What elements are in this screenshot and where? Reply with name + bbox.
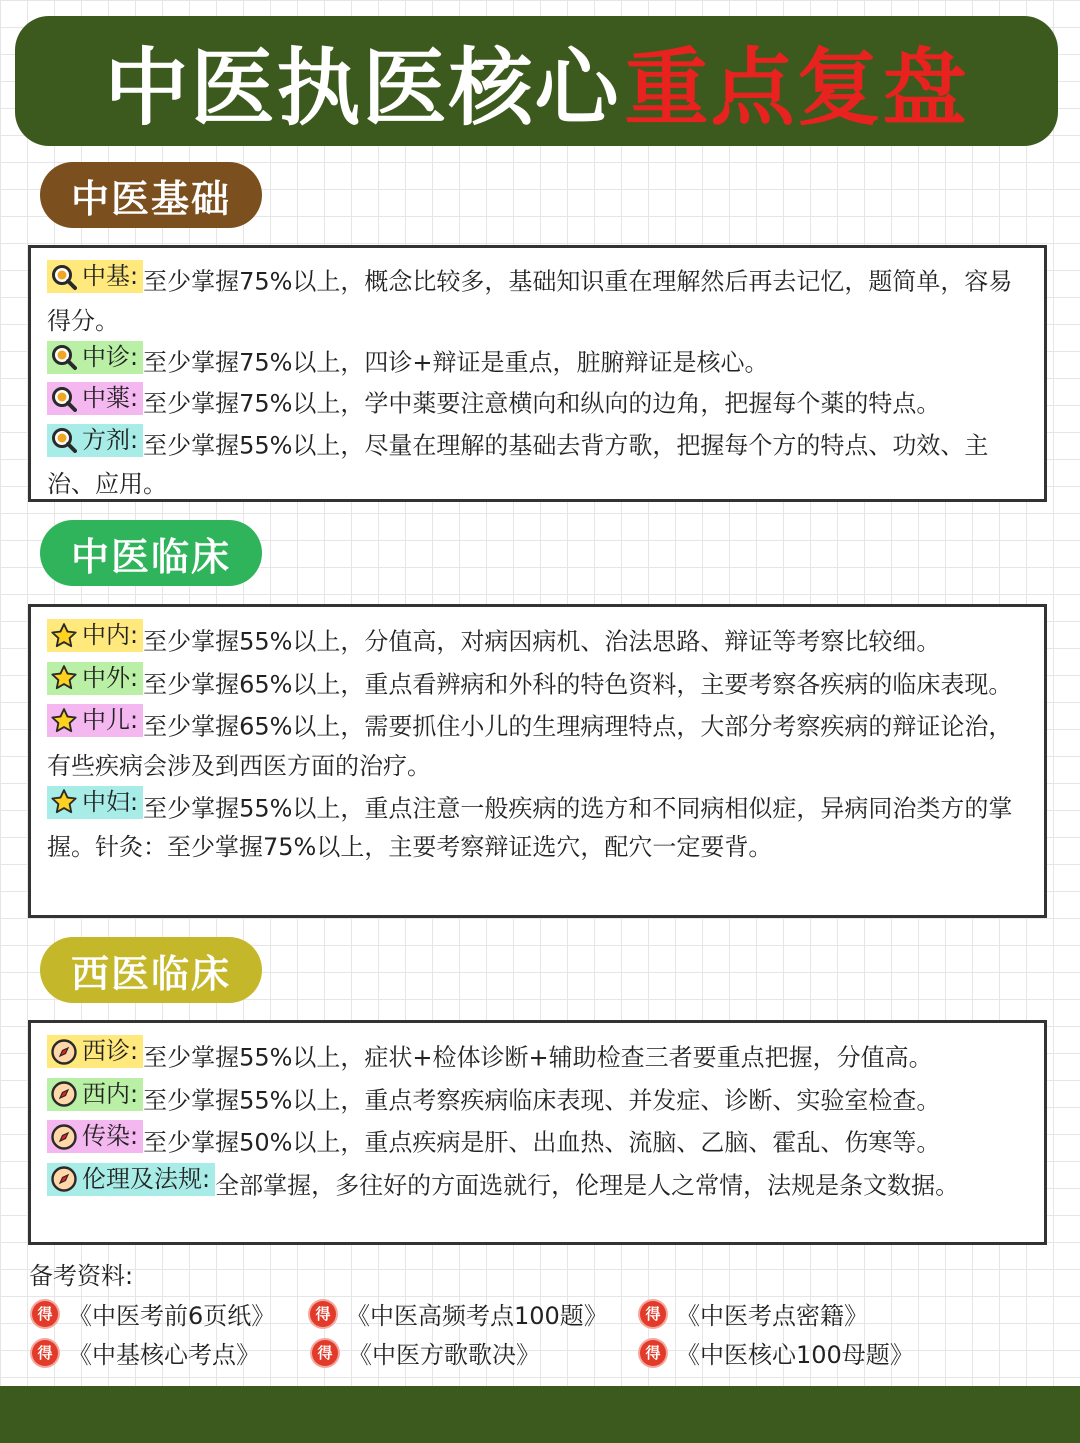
- item-row: [47, 1035, 1030, 1078]
- award-badge-icon: 得: [312, 1340, 338, 1366]
- item-label: 中基:: [82, 262, 139, 290]
- reference-title: 《中医考前6页纸》: [68, 1302, 276, 1330]
- reference-title: 《中基核心考点》: [68, 1341, 260, 1369]
- item-text: 至少掌握65%以上，需要抓住小儿的生理病理特点，大部分考察疾病的辩证论治，有些疾病会涉及到西医方面的治疗。: [47, 712, 1013, 780]
- item-tag: [47, 1035, 143, 1068]
- item-text: 至少掌握65%以上，重点看辨病和外科的特色资料，主要考察各疾病的临床表现。: [143, 670, 1013, 698]
- item-label: 西诊:: [82, 1037, 139, 1065]
- item-text: 至少掌握55%以上，分值高，对病因病机、治法思路、辩证等考察比较细。: [143, 627, 941, 656]
- item-label: 中内:: [82, 621, 139, 649]
- item-row: [47, 704, 1030, 786]
- magnifier-icon: [49, 425, 79, 455]
- item-text: 至少掌握75%以上，概念比较多，基础知识重在理解然后再去记忆，题简单，容易得分。: [47, 267, 1013, 335]
- footer-bar: [0, 1386, 1080, 1443]
- item-label: 中薬:: [82, 384, 139, 412]
- section-box-western-clinical: [28, 1020, 1047, 1245]
- title-main: 中医执医核心: [104, 38, 621, 137]
- reference-item: [32, 1296, 275, 1331]
- item-row: [47, 382, 1030, 424]
- item-text: 至少掌握75%以上，学中薬要注意横向和纵向的边角，把握每个薬的特点。: [143, 389, 941, 418]
- magnifier-icon: [49, 384, 79, 414]
- section-box-tcm-clinical: [28, 604, 1047, 918]
- reference-title: 《中医核心100母题》: [676, 1341, 914, 1369]
- reference-item: [310, 1296, 608, 1331]
- award-badge-icon: 得: [640, 1340, 666, 1366]
- title-highlight: 重点复盘: [624, 38, 969, 137]
- item-text: 至少掌握50%以上，重点疾病是肝、出血热、流脑、乙脑、霍乱、伤寒等。: [143, 1128, 941, 1157]
- item-tag: [47, 704, 143, 737]
- item-row: [47, 424, 1030, 505]
- compass-icon: [49, 1164, 79, 1194]
- item-label: 方剂:: [82, 425, 139, 454]
- section-heading-western-clinical: 西医临床: [40, 937, 262, 1003]
- award-badge-icon: 得: [32, 1340, 58, 1366]
- references-title: 备考资料:: [29, 1262, 134, 1290]
- section-heading-tcm-basics: 中医基础: [40, 162, 262, 228]
- item-tag: [47, 786, 143, 819]
- section-heading-tcm-clinical: 中医临床: [40, 520, 262, 586]
- compass-icon: [49, 1079, 79, 1109]
- reference-title: 《中医方歌歌决》: [348, 1341, 540, 1369]
- award-badge-icon: 得: [640, 1301, 666, 1327]
- item-tag: [47, 424, 143, 457]
- item-text: 至少掌握55%以上，症状+检体诊断+辅助检查三者要重点把握，分值高。: [143, 1043, 933, 1072]
- item-tag: [47, 260, 143, 293]
- item-row: [47, 1078, 1030, 1121]
- item-label: 伦理及法规:: [82, 1164, 211, 1193]
- item-row: [47, 260, 1030, 341]
- reference-title: 《中医考点密籍》: [676, 1302, 868, 1330]
- compass-icon: [49, 1037, 79, 1067]
- item-text: 至少掌握55%以上，重点注意一般疾病的选方和不同病相似症，异病同治类方的掌握。针灸：至少掌握75%以上，主要考察辩证选穴，配穴一定要背。: [47, 794, 1013, 861]
- magnifier-icon: [49, 342, 79, 372]
- reference-item: [640, 1296, 868, 1331]
- item-row: [47, 1120, 1030, 1163]
- compass-icon: [49, 1122, 79, 1152]
- item-tag: [47, 341, 143, 374]
- star-icon: [49, 706, 79, 736]
- award-badge-icon: 得: [310, 1301, 336, 1327]
- title-banner: [15, 16, 1058, 146]
- award-badge-icon: 得: [32, 1301, 58, 1327]
- item-row: [47, 341, 1030, 383]
- item-tag: [47, 1163, 215, 1196]
- item-row: [47, 786, 1030, 868]
- item-label: 中儿:: [82, 706, 139, 734]
- item-text: 全部掌握，多往好的方面选就行，伦理是人之常情，法规是条文数据。: [215, 1171, 960, 1199]
- item-label: 中诊:: [82, 342, 139, 371]
- item-tag: [47, 1120, 143, 1153]
- item-label: 西内:: [82, 1079, 139, 1108]
- star-icon: [49, 663, 79, 693]
- reference-item: [640, 1335, 914, 1370]
- item-tag: [47, 1078, 143, 1111]
- item-label: 中外:: [82, 663, 139, 692]
- reference-item: [32, 1335, 260, 1370]
- item-text: 至少掌握55%以上，尽量在理解的基础去背方歌，把握每个方的特点、功效、主治、应用。: [47, 431, 989, 498]
- item-tag: [47, 382, 143, 415]
- magnifier-icon: [49, 262, 79, 292]
- item-row: [47, 1163, 1030, 1206]
- star-icon: [49, 787, 79, 817]
- item-label: 传染:: [82, 1122, 139, 1150]
- item-text: 至少掌握55%以上，重点考察疾病临床表现、并发症、诊断、实验室检查。: [143, 1086, 941, 1114]
- section-box-tcm-basics: [28, 245, 1047, 502]
- item-row: [47, 662, 1030, 705]
- item-tag: [47, 619, 143, 652]
- star-icon: [49, 621, 79, 651]
- reference-title: 《中医高频考点100题》: [346, 1302, 608, 1330]
- item-label: 中妇:: [82, 787, 139, 816]
- item-tag: [47, 662, 143, 695]
- item-text: 至少掌握75%以上，四诊+辩证是重点，脏腑辩证是核心。: [143, 348, 769, 376]
- reference-item: [312, 1335, 540, 1370]
- item-row: [47, 619, 1030, 662]
